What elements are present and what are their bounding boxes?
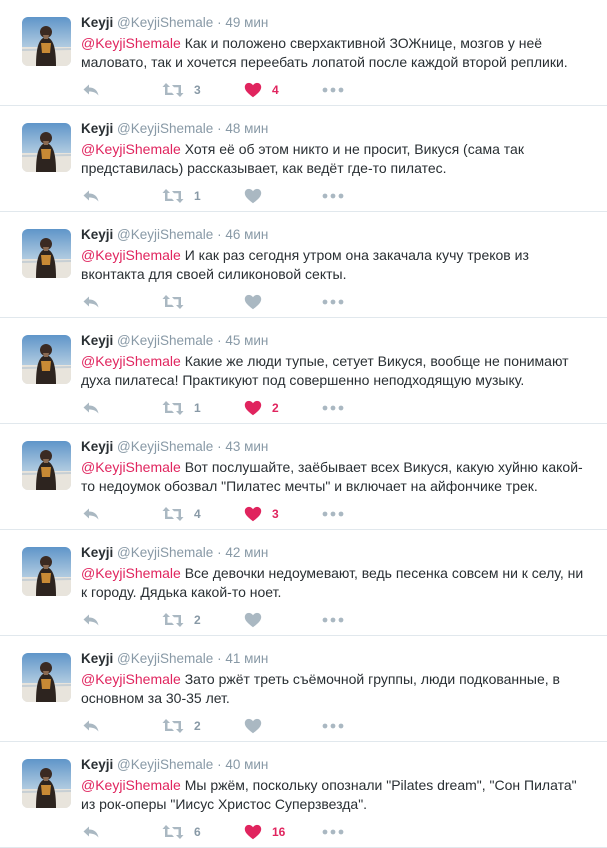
heart-icon xyxy=(244,824,262,840)
reply-button[interactable] xyxy=(82,716,100,736)
author-name[interactable]: Keyji xyxy=(81,439,114,454)
tweet-text xyxy=(81,140,591,178)
separator-dot: · xyxy=(217,651,222,666)
like-count: 3 xyxy=(272,507,279,521)
retweet-count: 2 xyxy=(194,719,201,733)
retweet-button[interactable] xyxy=(162,186,201,206)
retweet-icon xyxy=(162,82,184,98)
mention-link[interactable]: @KeyjiShemale xyxy=(81,671,181,687)
tweet-text xyxy=(81,246,591,284)
more-button[interactable] xyxy=(322,716,344,736)
like-count: 2 xyxy=(272,401,279,415)
retweet-count: 2 xyxy=(194,613,201,627)
reply-icon xyxy=(82,613,100,627)
author-name[interactable]: Keyji xyxy=(81,121,114,136)
timestamp[interactable]: 49 мин xyxy=(225,15,269,30)
reply-icon xyxy=(82,295,100,309)
more-dots-icon xyxy=(322,829,344,835)
like-button[interactable] xyxy=(244,610,272,630)
author-name[interactable]: Keyji xyxy=(81,757,114,772)
tweet[interactable] xyxy=(0,742,607,848)
heart-icon xyxy=(244,718,262,734)
retweet-count: 3 xyxy=(194,83,201,97)
reply-button[interactable] xyxy=(82,504,100,524)
more-button[interactable] xyxy=(322,822,344,842)
avatar-image xyxy=(22,653,71,702)
heart-icon xyxy=(244,82,262,98)
like-button[interactable] xyxy=(244,822,285,842)
mention-link[interactable]: @KeyjiShemale xyxy=(81,247,181,263)
retweet-icon xyxy=(162,400,184,416)
tweet-body: И как раз сегодня утром она закачала кучу треков из вконтакта для своей силиконовой секты. xyxy=(81,247,529,282)
author-name[interactable]: Keyji xyxy=(81,15,114,30)
tweet-header xyxy=(81,332,591,350)
mention-link[interactable]: @KeyjiShemale xyxy=(81,565,181,581)
tweet-text xyxy=(81,458,591,496)
retweet-button[interactable] xyxy=(162,504,201,524)
more-button[interactable] xyxy=(322,398,344,418)
tweet[interactable] xyxy=(0,318,607,424)
heart-icon xyxy=(244,188,262,204)
retweet-button[interactable] xyxy=(162,716,201,736)
separator-dot: · xyxy=(217,15,222,30)
heart-icon xyxy=(244,506,262,522)
like-button[interactable] xyxy=(244,504,279,524)
tweet-content xyxy=(81,544,591,602)
reply-button[interactable] xyxy=(82,398,100,418)
avatar[interactable] xyxy=(22,441,71,490)
mention-link[interactable]: @KeyjiShemale xyxy=(81,777,181,793)
retweet-count: 1 xyxy=(194,189,201,203)
mention-link[interactable]: @KeyjiShemale xyxy=(81,459,181,475)
avatar-image xyxy=(22,335,71,384)
tweet-content xyxy=(81,756,591,814)
separator-dot: · xyxy=(217,545,222,560)
tweet-header xyxy=(81,438,591,456)
separator-dot: · xyxy=(217,333,222,348)
mention-link[interactable]: @KeyjiShemale xyxy=(81,141,181,157)
author-handle[interactable]: @KeyjiShemale xyxy=(117,439,214,454)
tweet-text xyxy=(81,352,591,390)
like-button[interactable] xyxy=(244,80,279,100)
tweet-header xyxy=(81,650,591,668)
reply-button[interactable] xyxy=(82,610,100,630)
retweet-button[interactable] xyxy=(162,822,201,842)
tweet-content xyxy=(81,226,591,284)
like-button[interactable] xyxy=(244,716,272,736)
mention-link[interactable]: @KeyjiShemale xyxy=(81,353,181,369)
tweet-body: Все девочки недоумевают, ведь песенка совсем ни к селу, ни к городу. Дядька какой-то ноет. xyxy=(81,565,584,600)
like-button[interactable] xyxy=(244,292,272,312)
avatar-image xyxy=(22,441,71,490)
like-button[interactable] xyxy=(244,186,272,206)
more-button[interactable] xyxy=(322,504,344,524)
retweet-button[interactable] xyxy=(162,292,194,312)
tweet-content xyxy=(81,332,591,390)
like-count: 16 xyxy=(272,825,286,839)
more-dots-icon xyxy=(322,405,344,411)
more-button[interactable] xyxy=(322,610,344,630)
heart-icon xyxy=(244,400,262,416)
like-button[interactable] xyxy=(244,398,279,418)
tweet[interactable] xyxy=(0,0,607,106)
reply-icon xyxy=(82,825,100,839)
tweet-body: Мы ржём, поскольку опознали "Pilates dream", "Сон Пилата" из рок-оперы "Иисус Христос Суперзвезда". xyxy=(81,777,577,812)
like-count: 4 xyxy=(272,83,279,97)
tweet[interactable] xyxy=(0,530,607,636)
tweet-content xyxy=(81,650,591,708)
author-handle[interactable]: @KeyjiShemale xyxy=(117,545,214,560)
tweet-text xyxy=(81,564,591,602)
avatar[interactable] xyxy=(22,547,71,596)
tweet-header xyxy=(81,226,591,244)
tweet-text xyxy=(81,670,591,708)
retweet-count: 6 xyxy=(194,825,201,839)
timestamp[interactable]: 43 мин xyxy=(225,439,269,454)
tweet-header xyxy=(81,544,591,562)
avatar-image xyxy=(22,123,71,172)
avatar[interactable] xyxy=(22,17,71,66)
author-name[interactable]: Keyji xyxy=(81,333,114,348)
author-handle[interactable]: @KeyjiShemale xyxy=(117,333,214,348)
tweet[interactable] xyxy=(0,106,607,212)
more-dots-icon xyxy=(322,723,344,729)
retweet-icon xyxy=(162,824,184,840)
heart-icon xyxy=(244,612,262,628)
more-dots-icon xyxy=(322,299,344,305)
avatar[interactable] xyxy=(22,123,71,172)
author-name[interactable]: Keyji xyxy=(81,545,114,560)
author-handle[interactable]: @KeyjiShemale xyxy=(117,757,214,772)
more-button[interactable] xyxy=(322,186,344,206)
tweet-content xyxy=(81,120,591,178)
separator-dot: · xyxy=(217,227,222,242)
more-dots-icon xyxy=(322,87,344,93)
retweet-button[interactable] xyxy=(162,80,201,100)
more-dots-icon xyxy=(322,193,344,199)
tweet[interactable] xyxy=(0,636,607,742)
reply-button[interactable] xyxy=(82,186,100,206)
author-handle[interactable]: @KeyjiShemale xyxy=(117,121,214,136)
tweet-body: Вот послушайте, заёбывает всех Викуся, какую хуйню какой-то недоумок обозвал "Пилатес мечты" и включает на айфончике трек. xyxy=(81,459,583,494)
reply-icon xyxy=(82,401,100,415)
tweet[interactable] xyxy=(0,212,607,318)
reply-button[interactable] xyxy=(82,822,100,842)
author-handle[interactable]: @KeyjiShemale xyxy=(117,227,214,242)
tweet-header xyxy=(81,756,591,774)
retweet-icon xyxy=(162,294,184,310)
reply-icon xyxy=(82,189,100,203)
author-name[interactable]: Keyji xyxy=(81,651,114,666)
reply-icon xyxy=(82,83,100,97)
separator-dot: · xyxy=(217,439,222,454)
separator-dot: · xyxy=(217,121,222,136)
timestamp[interactable]: 41 мин xyxy=(225,651,269,666)
author-handle[interactable]: @KeyjiShemale xyxy=(117,651,214,666)
timestamp[interactable]: 48 мин xyxy=(225,121,269,136)
avatar[interactable] xyxy=(22,229,71,278)
tweet-header xyxy=(81,14,591,32)
heart-icon xyxy=(244,294,262,310)
tweet-body: Хотя её об этом никто и не просит, Викуся (сама так представилась) рассказывает, как ведёт где-то пилатес. xyxy=(81,141,524,176)
mention-link[interactable]: @KeyjiShemale xyxy=(81,35,181,51)
retweet-button[interactable] xyxy=(162,610,201,630)
tweet-text xyxy=(81,34,591,72)
avatar[interactable] xyxy=(22,335,71,384)
retweet-button[interactable] xyxy=(162,398,201,418)
separator-dot: · xyxy=(217,757,222,772)
more-dots-icon xyxy=(322,617,344,623)
tweet[interactable] xyxy=(0,424,607,530)
avatar[interactable] xyxy=(22,759,71,808)
tweet-header xyxy=(81,120,591,138)
reply-icon xyxy=(82,507,100,521)
retweet-icon xyxy=(162,612,184,628)
timestamp[interactable]: 45 мин xyxy=(225,333,269,348)
tweet-body: Какие же люди тупые, сетует Викуся, вообще не понимают духа пилатеса! Практикуют под совершенно неподходящую музыку. xyxy=(81,353,569,388)
tweet-content xyxy=(81,14,591,72)
retweet-icon xyxy=(162,718,184,734)
avatar-image xyxy=(22,759,71,808)
tweet-body: Зато ржёт треть съёмочной группы, люди подкованные, в основном за 30-35 лет. xyxy=(81,671,560,706)
timestamp[interactable]: 40 мин xyxy=(225,757,269,772)
tweet-text xyxy=(81,776,591,814)
retweet-count: 1 xyxy=(194,401,201,415)
avatar[interactable] xyxy=(22,653,71,702)
retweet-icon xyxy=(162,188,184,204)
avatar-image xyxy=(22,229,71,278)
tweet-body: Как и положено сверхактивной ЗОЖнице, мозгов у неё маловато, так и хочется переебать лопатой после каждой второй реплики. xyxy=(81,35,568,70)
timestamp[interactable]: 42 мин xyxy=(225,545,269,560)
more-dots-icon xyxy=(322,511,344,517)
author-name[interactable]: Keyji xyxy=(81,227,114,242)
reply-button[interactable] xyxy=(82,80,100,100)
author-handle[interactable]: @KeyjiShemale xyxy=(117,15,214,30)
avatar-image xyxy=(22,547,71,596)
tweet-content xyxy=(81,438,591,496)
more-button[interactable] xyxy=(322,80,344,100)
reply-button[interactable] xyxy=(82,292,100,312)
avatar-image xyxy=(22,17,71,66)
retweet-count: 4 xyxy=(194,507,201,521)
timestamp[interactable]: 46 мин xyxy=(225,227,269,242)
retweet-icon xyxy=(162,506,184,522)
more-button[interactable] xyxy=(322,292,344,312)
reply-icon xyxy=(82,719,100,733)
